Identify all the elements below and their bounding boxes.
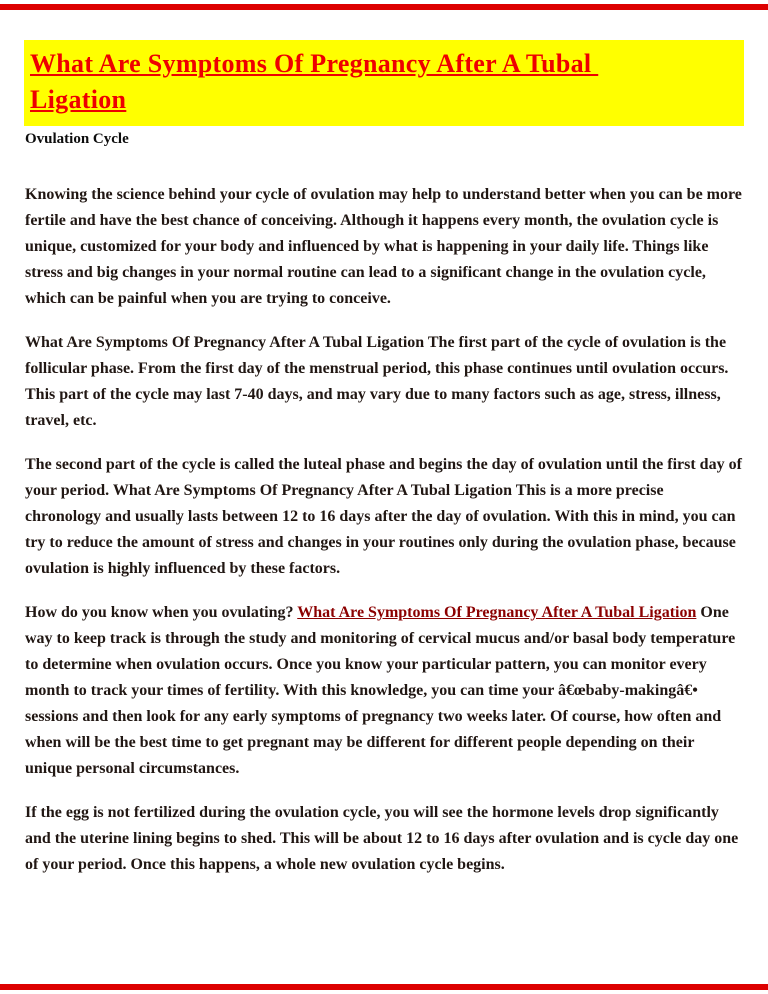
paragraph-unfertilized-egg: If the egg is not fertilized during the ovulation cycle, you will see the hormone levels drop significantly and the uterine lining begins to shed. This will be about 12 to 16 days after ovulation and is cycle day one of your period. Once this happens, a whole new ovulation cycle begins. [25,804,739,873]
page-title-line2: Ligation [30,85,127,114]
paragraph-follicular-phase: What Are Symptoms Of Pregnancy After A Tubal Ligation The first part of the cycle of ovulation is the follicular phase. From the first day of the menstrual period, this phase continues until ovulation occurs. This part of the cycle may last 7-40 days, and may vary due to many factors such as age, stress, illness, travel, etc. [25,334,729,429]
article-body [25,149,742,878]
subtitle-ovulation-cycle: Ovulation Cycle [25,131,129,147]
bottom-red-border [0,984,768,990]
page-title-line1: What Are Symptoms Of Pregnancy After A Tubal [30,49,599,78]
paragraph-ovulation-intro: Knowing the science behind your cycle of ovulation may help to understand better when you can be more fertile and have the best chance of conceiving. Although it happens every month, the ovulation cycle is unique, customized for your body and influenced by what is happening in your daily life. Things like stress and big changes in your normal routine can lead to a significant change in the ovulation cycle, which can be painful when you are trying to conceive. [25,186,742,307]
paragraph-text-after-link: One way to keep track is through the study and monitoring of cervical mucus and/or basal body temperature to determine when ovulation occurs. Once you know your particular pattern, you can monitor every month to track your times of fertility. With this knowledge, you can time your â€œbaby-makingâ€• sessions and then look for any early symptoms of pregnancy two weeks later. Of course, how often and when will be the best time to get pregnant may be different for different people depending on their unique personal circumstances. [25,604,736,777]
paragraph-tracking-ovulation [25,600,742,782]
page-title-link[interactable] [30,49,598,114]
top-red-border [0,4,768,10]
title-highlight-box [24,40,744,126]
paragraph-luteal-phase: The second part of the cycle is called the luteal phase and begins the day of ovulation until the first day of your period. What Are Symptoms Of Pregnancy After A Tubal Ligation This is a more precise chronology and usually lasts between 12 to 16 days after the day of ovulation. With this in mind, you can try to reduce the amount of stress and changes in your routines only during the ovulation phase, because ovulation is highly influenced by these factors. [25,456,742,577]
keyword-inline-link[interactable]: What Are Symptoms Of Pregnancy After A Tubal Ligation [297,604,697,621]
paragraph-text-before-link: How do you know when you ovulating? [25,604,298,621]
